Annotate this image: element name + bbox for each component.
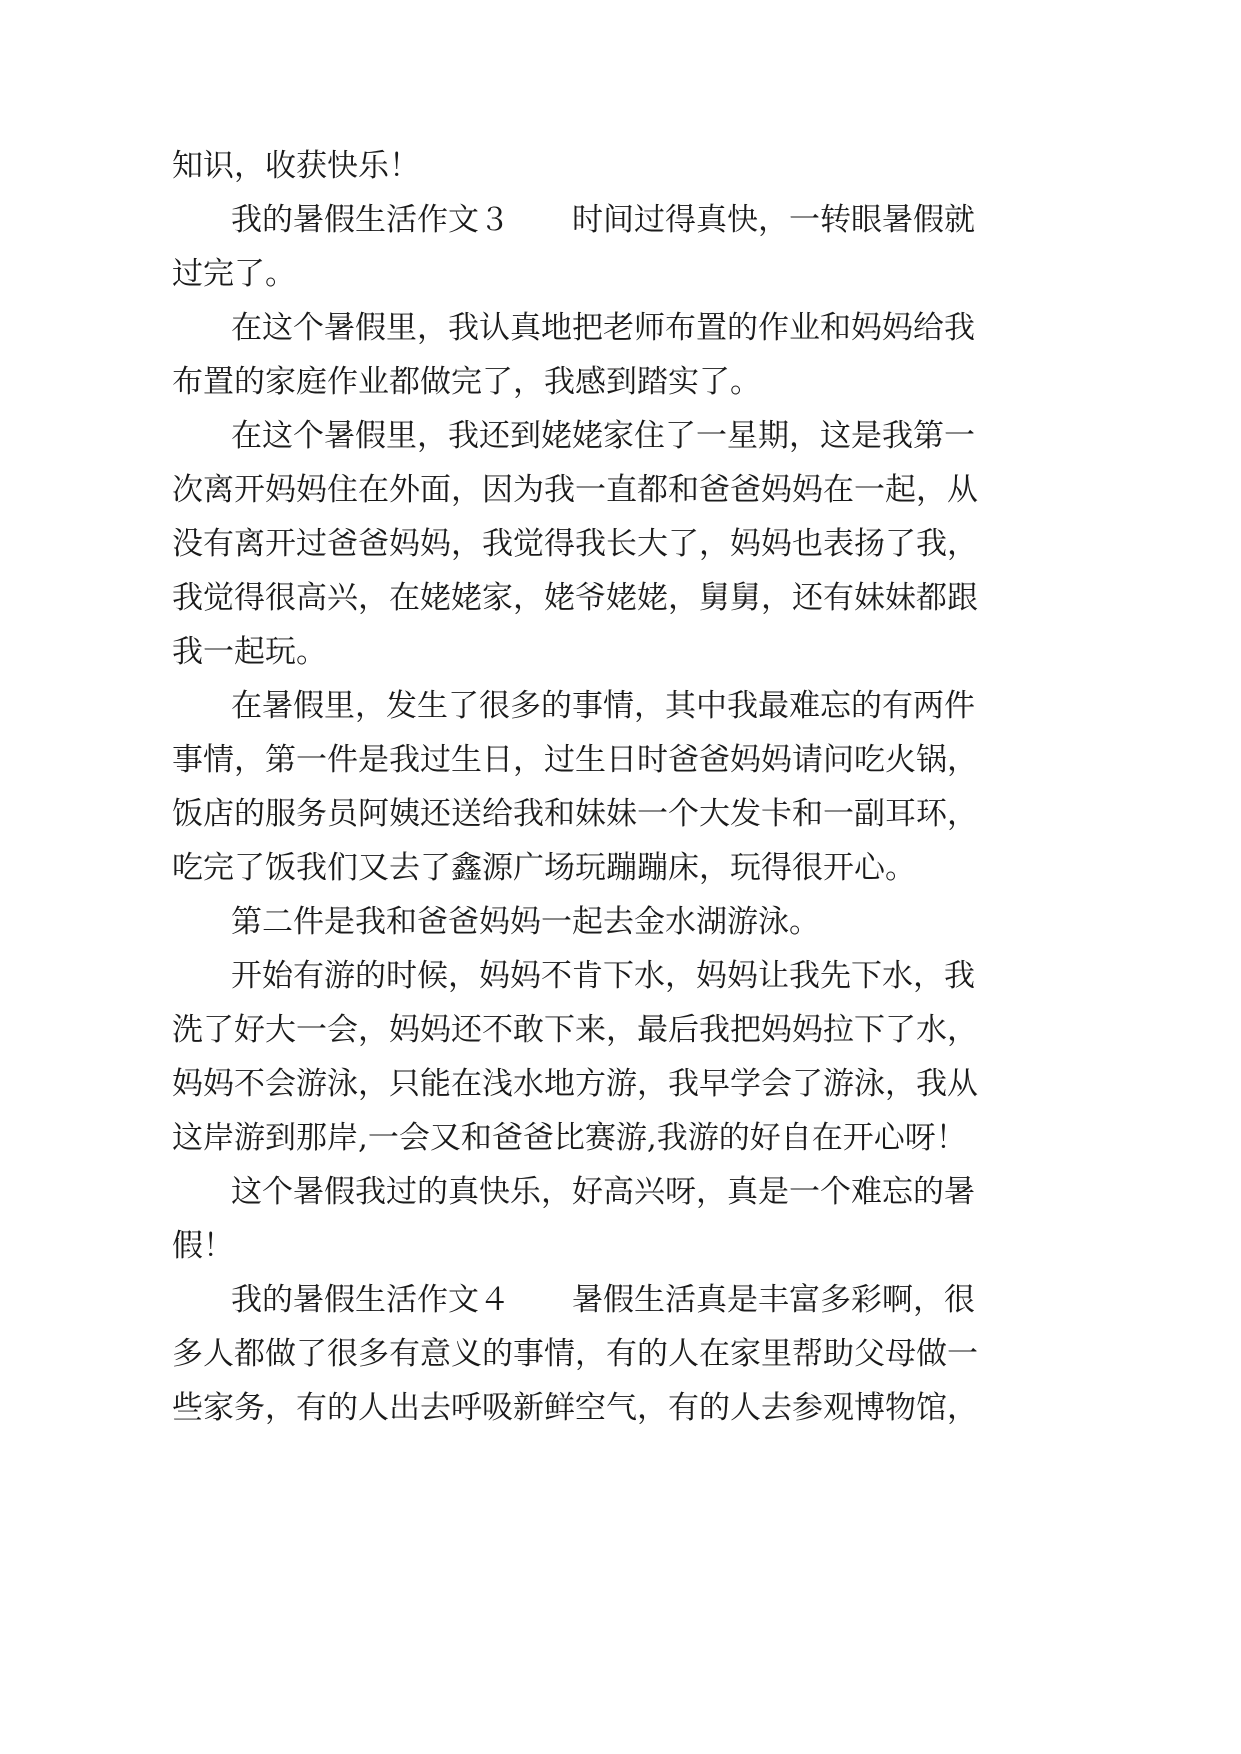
text-line-19: 这岸游到那岸,一会又和爸爸比赛游,我游的好自在开心呀！	[172, 1120, 967, 1156]
text-line-2: 我的暑假生活作文３ 时间过得真快，一转眼暑假就	[231, 202, 975, 238]
text-line-13: 饭店的服务员阿姨还送给我和妹妹一个大发卡和一副耳环，	[172, 796, 978, 832]
text-line-18: 妈妈不会游泳，只能在浅水地方游，我早学会了游泳，我从	[172, 1066, 978, 1102]
text-line-5: 布置的家庭作业都做完了，我感到踏实了。	[172, 364, 761, 400]
text-line-24: 些家务，有的人出去呼吸新鲜空气，有的人去参观博物馆，	[172, 1390, 978, 1426]
text-line-23: 多人都做了很多有意义的事情，有的人在家里帮助父母做一	[172, 1336, 978, 1372]
text-line-10: 我一起玩。	[172, 634, 327, 670]
text-line-14: 吃完了饭我们又去了鑫源广场玩蹦蹦床，玩得很开心。	[172, 850, 916, 886]
text-line-6: 在这个暑假里，我还到姥姥家住了一星期，这是我第一	[231, 418, 975, 454]
text-line-11: 在暑假里，发生了很多的事情，其中我最难忘的有两件	[231, 688, 975, 724]
text-line-4: 在这个暑假里，我认真地把老师布置的作业和妈妈给我	[231, 310, 975, 346]
text-line-1: 知识，收获快乐！	[172, 148, 420, 184]
text-line-17: 洗了好大一会，妈妈还不敢下来，最后我把妈妈拉下了水，	[172, 1012, 978, 1048]
text-line-15: 第二件是我和爸爸妈妈一起去金水湖游泳。	[231, 904, 820, 940]
text-line-8: 没有离开过爸爸妈妈，我觉得我长大了，妈妈也表扬了我，	[172, 526, 978, 562]
text-line-3: 过完了。	[172, 256, 296, 292]
text-line-22: 我的暑假生活作文４ 暑假生活真是丰富多彩啊，很	[231, 1282, 975, 1318]
text-line-16: 开始有游的时候，妈妈不肯下水，妈妈让我先下水，我	[231, 958, 975, 994]
text-line-7: 次离开妈妈住在外面，因为我一直都和爸爸妈妈在一起，从	[172, 472, 978, 508]
text-line-12: 事情，第一件是我过生日，过生日时爸爸妈妈请问吃火锅，	[172, 742, 978, 778]
text-line-9: 我觉得很高兴，在姥姥家，姥爷姥姥，舅舅，还有妹妹都跟	[172, 580, 978, 616]
text-line-20: 这个暑假我过的真快乐，好高兴呀，真是一个难忘的暑	[231, 1174, 975, 1210]
text-line-21: 假！	[172, 1228, 234, 1264]
